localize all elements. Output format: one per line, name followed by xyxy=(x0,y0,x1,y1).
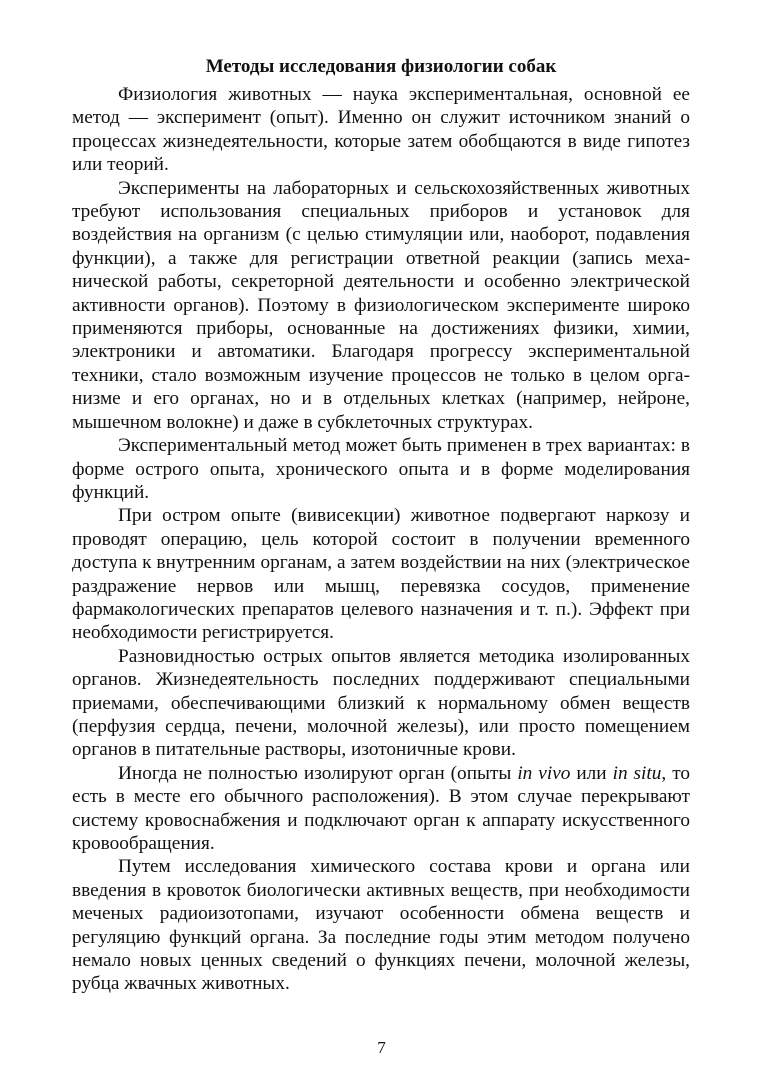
paragraph-6 xyxy=(72,762,690,856)
paragraph-6-text-start: Иногда не полностью изолируют орган (опыты xyxy=(118,762,518,784)
page-number: 7 xyxy=(377,1038,386,1057)
page-title: Методы исследования физиологии собак xyxy=(205,56,557,77)
paragraph-2: Эксперименты на лабораторных и сельскохозяйственных животных требуют использования специальных приборов и установок для воздействия на организм (с целью стимуляции или, наоборот, подавления функции), а также для регистрации ответной реакции (запись механической работы, секреторной деятельности и особенно электрической активности органов). Поэтому в физиологическом эксперименте широко применяются приборы, основанные на достижениях физики, химии, электроники и автоматики. Благодаря прогрессу экспериментальной техники, стало возможным изучение процессов не только в целом организме и его органах, но и в отдельных клетках (например, нейроне, мышечном волокне) и даже в субклеточных структурах. xyxy=(72,177,690,433)
term-in-vivo: in vivo xyxy=(517,762,571,784)
paragraph-6-text-end: , то есть в месте его обычного расположения). В этом случае перекрывают систему кровоснабжения и подключают орган к аппарату искусственного кровообращения. xyxy=(72,762,691,854)
paragraph-3: Экспериментальный метод может быть применен в трех вариантах: в форме острого опыта, хронического опыта и в форме моделирования функций. xyxy=(72,435,690,503)
term-in-situ: in situ xyxy=(612,762,662,784)
paragraph-7: Путем исследования химического состава крови и органа или введения в кровоток биологически активных веществ, при необходимости меченых радиоизотопами, изучают особенности обмена веществ и регуляцию функций органа. За последние годы этим методом получено немало новых ценных сведений о функциях печени, молочной железы, рубца жвачных животных. xyxy=(72,856,690,995)
paragraph-6-text-mid: или xyxy=(570,762,613,784)
paragraph-1: Физиология животных — наука экспериментальная, основной ее метод — эксперимент (опыт). Именно он служит источником знаний о процессах жизнедеятельности, которые затем обобщаются в виде гипотез или теорий. xyxy=(72,84,690,176)
paragraph-4: При остром опыте (вивисекции) животное подвергают наркозу и проводят операцию, цель которой состоит в получении временного доступа к внутренним органам, а затем воздействии на них (электрическое раздражение нервов или мышц, перевязка сосудов, применение фармакологических препаратов целевого назначения и т. п.). Эффект при необходимости регистрируется. xyxy=(72,505,690,644)
paragraph-5: Разновидностью острых опытов является методика изолированных органов. Жизнедеятельность последних поддерживают специальными приемами, обеспечивающими близкий к нормальному обмен веществ (перфузия сердца, печени, молочной железы), или просто помещением органов в питательные растворы, изотоничные крови. xyxy=(72,645,690,761)
document-page xyxy=(72,52,690,996)
